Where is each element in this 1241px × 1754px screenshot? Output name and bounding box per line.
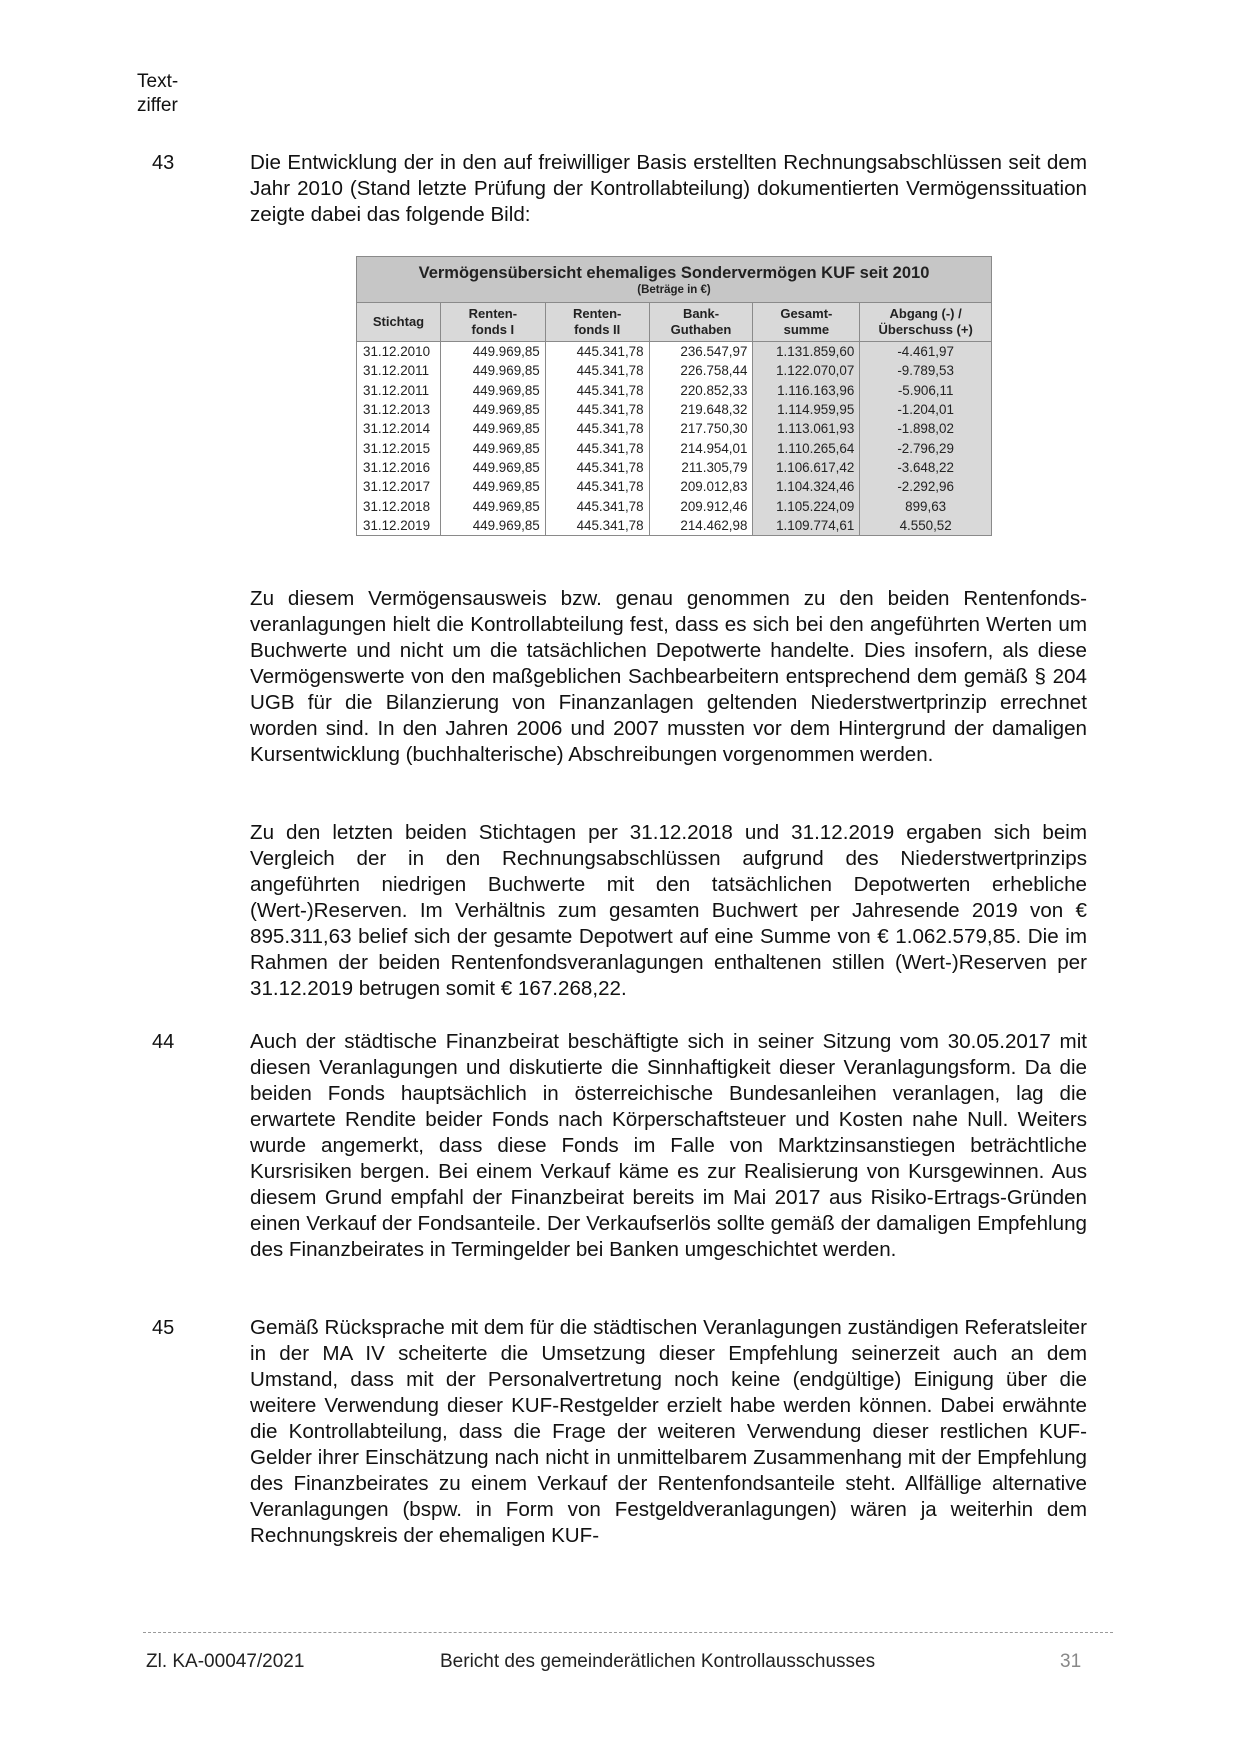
table-header-row <box>357 303 992 342</box>
column-header: Stichtag <box>357 303 441 342</box>
asset-overview-table-container <box>356 256 992 536</box>
table-row <box>357 477 992 496</box>
column-header: Renten- fonds I <box>440 303 545 342</box>
table-cell: 1.106.617,42 <box>753 458 860 477</box>
table-cell: 449.969,85 <box>440 477 545 496</box>
margin-label <box>137 70 217 118</box>
page-number: 31 <box>1060 1651 1082 1672</box>
table-row <box>357 342 992 362</box>
table-cell: 31.12.2016 <box>357 458 441 477</box>
table-cell: 1.110.265,64 <box>753 438 860 457</box>
table-title-cell <box>357 257 992 303</box>
table-cell: 1.116.163,96 <box>753 381 860 400</box>
section-number-43: 43 <box>152 152 175 174</box>
footer-divider <box>143 1632 1113 1633</box>
section-number-44: 44 <box>152 1031 175 1053</box>
paragraph-43-intro: Die Entwicklung der in den auf freiwilliger Basis erstellten Rechnungsabschlüssen seit dem Jahr 2010 (Stand letzte Prüfung der Kontrollabteilung) dokumentierten Vermögenssituation zeigte dabei das folgende Bild: <box>250 151 1087 226</box>
table-cell: 31.12.2018 <box>357 496 441 515</box>
table-cell: 449.969,85 <box>440 516 545 536</box>
table-cell: -5.906,11 <box>860 381 992 400</box>
margin-label-line1: Text- <box>137 71 179 92</box>
table-cell: -1.204,01 <box>860 400 992 419</box>
column-header: Bank- Guthaben <box>649 303 753 342</box>
table-row <box>357 400 992 419</box>
table-row <box>357 458 992 477</box>
table-cell: -4.461,97 <box>860 342 992 362</box>
table-cell: 214.462,98 <box>649 516 753 536</box>
table-cell: -9.789,53 <box>860 361 992 380</box>
table-cell: 445.341,78 <box>545 516 649 536</box>
table-cell: 449.969,85 <box>440 342 545 362</box>
asset-overview-table <box>356 256 992 536</box>
table-cell: -2.796,29 <box>860 438 992 457</box>
table-cell: 445.341,78 <box>545 419 649 438</box>
table-cell: 449.969,85 <box>440 381 545 400</box>
table-cell: 445.341,78 <box>545 361 649 380</box>
table-cell: 31.12.2011 <box>357 381 441 400</box>
table-cell: 445.341,78 <box>545 438 649 457</box>
table-cell: 211.305,79 <box>649 458 753 477</box>
table-cell: 445.341,78 <box>545 477 649 496</box>
table-cell: 220.852,33 <box>649 381 753 400</box>
table-cell: 449.969,85 <box>440 419 545 438</box>
table-cell: 449.969,85 <box>440 458 545 477</box>
table-body <box>357 342 992 536</box>
paragraph-44: Auch der städtische Finanzbeirat beschäftigte sich in seiner Sitzung vom 30.05.2017 mit diesen Veranlagungen und diskutierte die Sinnhaftigkeit dieser Veranlagungsform. Da die beiden Fonds hauptsächlich in österreichische Bundesanleihen veranlagen, lag die erwartete Rendite beider Fonds nach Körperschaftsteuer und Kosten nahe Null. Weiters wurde angemerkt, dass diese Fonds im Falle von Marktzinsanstiegen beträchtliche Kursrisiken bergen. Bei einem Verkauf käme es zur Realisierung von Kursgewinnen. Aus diesem Grund empfahl der Finanzbeirat bereits im Mai 2017 aus Risiko-Ertrags-Gründen einen Verkauf der Fondsanteile. Der Verkaufserlös sollte gemäß der damaligen Empfehlung des Finanzbeirates in Termingelder bei Banken umgeschichtet werden. <box>250 1030 1087 1261</box>
table-cell: 1.105.224,09 <box>753 496 860 515</box>
table-row <box>357 361 992 380</box>
table-row <box>357 381 992 400</box>
table-title: Vermögensübersicht ehemaliges Sondervermögen KUF seit 2010 <box>418 264 930 282</box>
paragraph-43-reserves: Zu den letzten beiden Stichtagen per 31.12.2018 und 31.12.2019 ergaben sich beim Vergleich der in den Rechnungsabschlüssen aufgrund des Niederstwertprinzips angeführten niedrigen Buchwerte mit den tatsächlichen Depotwerten erhebliche (Wert-)Reserven. Im Verhältnis zum gesamten Buchwert per Jahresende 2019 von € 895.311,63 belief sich der gesamte Depotwert auf eine Summe von € 1.062.579,85. Die im Rahmen der beiden Rentenfondsveranlagungen enthaltenen stillen (Wert-)Reserven per 31.12.2019 betrugen somit € 167.268,22. <box>250 821 1087 1000</box>
table-cell: -3.648,22 <box>860 458 992 477</box>
table-cell: 31.12.2019 <box>357 516 441 536</box>
column-header: Gesamt- summe <box>753 303 860 342</box>
table-cell: 449.969,85 <box>440 400 545 419</box>
table-cell: 449.969,85 <box>440 496 545 515</box>
footer-title: Bericht des gemeinderätlichen Kontrollausschusses <box>440 1651 876 1672</box>
table-row <box>357 516 992 536</box>
table-cell: 31.12.2010 <box>357 342 441 362</box>
table-cell: 31.12.2015 <box>357 438 441 457</box>
table-cell: 445.341,78 <box>545 342 649 362</box>
table-cell: 217.750,30 <box>649 419 753 438</box>
table-cell: 219.648,32 <box>649 400 753 419</box>
table-row <box>357 419 992 438</box>
table-cell: 4.550,52 <box>860 516 992 536</box>
table-cell: 445.341,78 <box>545 458 649 477</box>
column-header: Renten- fonds II <box>545 303 649 342</box>
table-cell: 31.12.2011 <box>357 361 441 380</box>
table-cell: 1.114.959,95 <box>753 400 860 419</box>
table-cell: 209.012,83 <box>649 477 753 496</box>
margin-label-line2: ziffer <box>137 95 178 116</box>
paragraph-45: Gemäß Rücksprache mit dem für die städtischen Veranlagungen zuständigen Referatsleiter in der MA IV scheiterte die Umsetzung dieser Empfehlung seinerzeit auch an dem Umstand, dass mit der Personalvertretung noch keine (endgültige) Einigung über die weitere Verwendung dieser KUF-Restgelder erzielt habe werden können. Dabei erwähnte die Kontrollabteilung, dass die Frage der weiteren Verwendung dieser restlichen KUF-Gelder ihrer Einschätzung nach nicht in unmittelbarem Zusammenhang mit der Empfehlung des Finanzbeirates zu einem Verkauf der Rentenfondsanteile steht. Allfällige alternative Veranlagungen (bspw. in Form von Festgeldveranlagungen) wären ja weiterhin dem Rechnungskreis der ehemaligen KUF- <box>250 1316 1087 1547</box>
table-cell: 899,63 <box>860 496 992 515</box>
table-cell: 31.12.2017 <box>357 477 441 496</box>
table-cell: -1.898,02 <box>860 419 992 438</box>
table-cell: 209.912,46 <box>649 496 753 515</box>
section-number-45: 45 <box>152 1317 175 1339</box>
table-cell: 31.12.2013 <box>357 400 441 419</box>
paragraph-43-book-values: Zu diesem Vermögensausweis bzw. genau genommen zu den beiden Rentenfondsveranlagungen hielt die Kontrollabteilung fest, dass es sich bei den angeführten Werten um Buchwerte und nicht um die tatsächlichen Depotwerte handelte. Dies insofern, als diese Vermögenswerte von den maßgeblichen Sachbearbeitern entsprechend dem gemäß § 204 UGB für die Bilanzierung von Finanzanlagen geltenden Niederstwertprinzip errechnet worden sind. In den Jahren 2006 und 2007 mussten vor dem Hintergrund der damaligen Kursentwicklung (buchhalterische) Abschreibungen vorgenommen werden. <box>250 587 1087 766</box>
table-cell: 445.341,78 <box>545 496 649 515</box>
table-cell: 31.12.2014 <box>357 419 441 438</box>
table-cell: 226.758,44 <box>649 361 753 380</box>
table-subtitle: (Beträge in €) <box>637 284 711 296</box>
table-cell: 214.954,01 <box>649 438 753 457</box>
table-cell: 445.341,78 <box>545 400 649 419</box>
table-row <box>357 438 992 457</box>
table-row <box>357 496 992 515</box>
table-cell: 445.341,78 <box>545 381 649 400</box>
table-cell: 1.104.324,46 <box>753 477 860 496</box>
column-header: Abgang (-) / Überschuss (+) <box>860 303 992 342</box>
table-cell: 1.109.774,61 <box>753 516 860 536</box>
table-cell: 1.113.061,93 <box>753 419 860 438</box>
table-cell: -2.292,96 <box>860 477 992 496</box>
table-cell: 236.547,97 <box>649 342 753 362</box>
table-cell: 449.969,85 <box>440 438 545 457</box>
table-cell: 1.122.070,07 <box>753 361 860 380</box>
table-cell: 449.969,85 <box>440 361 545 380</box>
table-cell: 1.131.859,60 <box>753 342 860 362</box>
footer-reference: Zl. KA-00047/2021 <box>146 1651 305 1672</box>
